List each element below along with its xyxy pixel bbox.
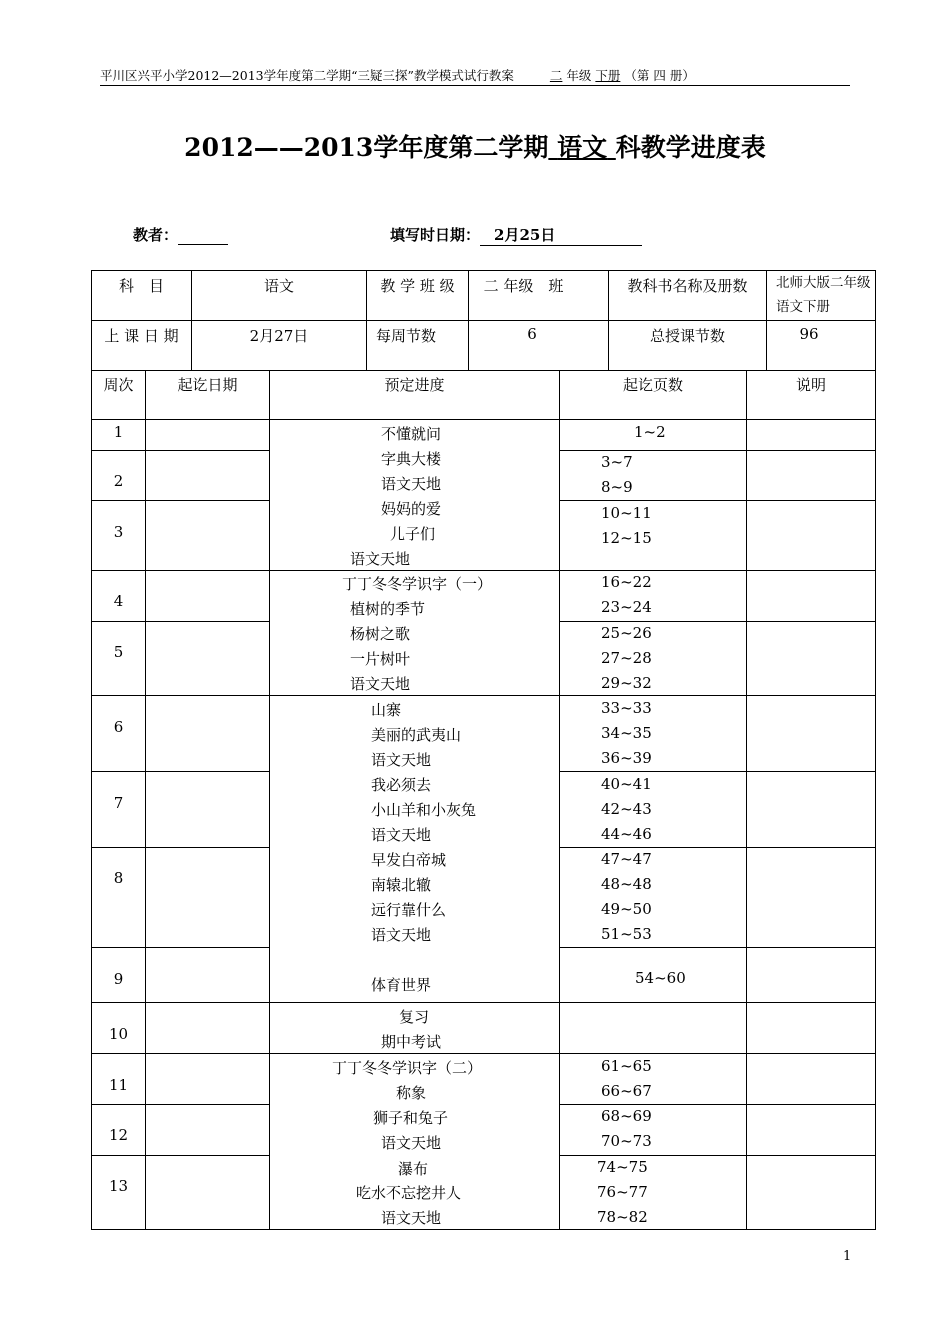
page-range: 51~53 — [601, 925, 652, 943]
column-header: 起讫日期 — [177, 376, 238, 394]
page-range: 12~15 — [601, 529, 652, 547]
page-range: 23~24 — [601, 598, 652, 616]
fill-date-blank — [480, 224, 642, 246]
class-label: 教 学 班 级 — [380, 277, 455, 295]
lesson-item: 早发白帝城 — [371, 851, 447, 869]
teacher-label: 教者： — [133, 226, 179, 244]
week-number: 13 — [108, 1177, 129, 1195]
page-range: 61~65 — [601, 1057, 652, 1075]
lesson-item: 语文天地 — [371, 826, 432, 844]
notes-cell — [746, 947, 876, 1003]
class-date-label: 上 课 日 期 — [104, 327, 179, 345]
lesson-item: 吃水不忘挖井人 — [356, 1184, 462, 1202]
lesson-item: 字典大楼 — [381, 450, 442, 468]
lesson-item: 一片树叶 — [350, 650, 411, 668]
date-cell — [145, 847, 270, 948]
lesson-item: 瀑布 — [398, 1160, 429, 1178]
date-cell — [145, 570, 270, 622]
class-value: 二 年级 班 — [483, 277, 564, 295]
page-range: 48~48 — [601, 875, 652, 893]
notes-cell — [746, 695, 876, 772]
page-range: 66~67 — [601, 1082, 652, 1100]
column-header: 说明 — [795, 376, 826, 394]
lesson-item: 不懂就问 — [381, 425, 442, 443]
header-rule — [100, 85, 850, 86]
notes-cell — [746, 1002, 876, 1054]
notes-cell — [746, 500, 876, 571]
page-range: 42~43 — [601, 800, 652, 818]
pages-cell — [559, 1104, 747, 1156]
lesson-item: 妈妈的爱 — [381, 500, 442, 518]
page-range: 36~39 — [601, 749, 652, 767]
header-book: （第 四 册） — [624, 68, 695, 83]
week-number: 10 — [108, 1025, 129, 1043]
weekly-label: 每周节数 — [376, 327, 437, 345]
page-range: 47~47 — [601, 850, 652, 868]
page-range: 40~41 — [601, 775, 652, 793]
page-range: 44~46 — [601, 825, 652, 843]
pages-cell — [559, 771, 747, 848]
week-number: 12 — [108, 1126, 129, 1144]
notes-cell — [746, 1053, 876, 1105]
column-header: 周次 — [103, 376, 134, 394]
class-date-value: 2月27日 — [249, 327, 309, 345]
page-range: 54~60 — [635, 969, 686, 987]
lesson-item: 儿子们 — [390, 525, 436, 543]
fill-date-field — [390, 224, 642, 246]
lesson-item: 南辕北辙 — [371, 876, 432, 894]
page-range: 25~26 — [601, 624, 652, 642]
subject-label: 科 目 — [118, 277, 164, 295]
header-grade-suffix: 年级 — [566, 68, 592, 83]
week-number: 11 — [108, 1076, 129, 1094]
lesson-item: 山寨 — [371, 701, 402, 719]
fill-date-label: 填写时日期： — [390, 226, 481, 244]
date-cell — [145, 1002, 270, 1054]
week-number: 3 — [113, 523, 124, 541]
title-prefix: 2012——2013学年度第二学期 — [184, 133, 549, 162]
page-title — [0, 128, 950, 164]
lesson-item: 语文天地 — [381, 1134, 442, 1152]
date-cell — [145, 771, 270, 848]
lesson-item: 语文天地 — [350, 675, 411, 693]
notes-cell — [746, 570, 876, 622]
lesson-item: 语文天地 — [350, 550, 411, 568]
notes-cell — [746, 1155, 876, 1230]
lesson-item: 我必须去 — [371, 776, 432, 794]
teacher-field — [133, 224, 228, 245]
week-number: 6 — [113, 718, 124, 736]
week-number: 4 — [113, 592, 124, 610]
column-header: 预定进度 — [384, 376, 445, 394]
teacher-blank — [178, 226, 228, 245]
week-cell — [91, 847, 146, 948]
weekly-value: 6 — [527, 325, 537, 343]
date-cell — [145, 450, 270, 501]
page-range: 10~11 — [601, 504, 652, 522]
week-number: 2 — [113, 472, 124, 490]
lesson-item: 远行靠什么 — [371, 901, 447, 919]
date-cell — [145, 500, 270, 571]
lesson-item: 小山羊和小灰兔 — [371, 801, 477, 819]
page-range: 34~35 — [601, 724, 652, 742]
lesson-item: 植树的季节 — [350, 600, 426, 618]
date-cell — [145, 947, 270, 1003]
page-range: 1~2 — [634, 423, 666, 441]
date-cell — [145, 1053, 270, 1105]
pages-cell — [559, 450, 747, 501]
notes-cell — [746, 419, 876, 451]
header-school-text: 平川区兴平小学2012—2013学年度第二学期“三疑三探”教学模式试行教案 — [100, 68, 514, 83]
textbook-label: 教科书名称及册数 — [627, 277, 748, 295]
notes-cell — [746, 621, 876, 696]
date-cell — [145, 695, 270, 772]
subject-value: 语文 — [263, 277, 294, 295]
notes-cell — [746, 847, 876, 948]
week-number: 8 — [113, 869, 124, 887]
running-header — [100, 66, 850, 84]
lesson-item: 称象 — [396, 1084, 427, 1102]
page-range: 3~7 — [601, 453, 633, 471]
page-range: 78~82 — [597, 1208, 648, 1226]
pages-cell — [559, 1155, 747, 1230]
week-number: 9 — [113, 970, 124, 988]
pages-cell — [559, 621, 747, 696]
lesson-item: 美丽的武夷山 — [371, 726, 462, 744]
lesson-item: 体育世界 — [371, 976, 432, 994]
week-number: 1 — [113, 423, 124, 441]
lesson-item: 丁丁冬冬学识字（一） — [342, 575, 493, 593]
lesson-item: 语文天地 — [371, 926, 432, 944]
date-cell — [145, 621, 270, 696]
date-cell — [145, 419, 270, 451]
pages-cell — [559, 1053, 747, 1105]
textbook-value: 北师大版二年级语文下册 — [776, 275, 871, 315]
lesson-item: 语文天地 — [371, 751, 432, 769]
week-number: 5 — [113, 643, 124, 661]
page-range: 74~75 — [597, 1158, 648, 1176]
page-range: 29~32 — [601, 674, 652, 692]
lesson-item: 狮子和兔子 — [373, 1109, 449, 1127]
total-value: 96 — [799, 325, 819, 343]
lesson-item: 期中考试 — [381, 1033, 442, 1051]
title-suffix: 科教学进度表 — [615, 133, 766, 162]
page-range: 70~73 — [601, 1132, 652, 1150]
page-range: 8~9 — [601, 478, 633, 496]
week-number: 7 — [113, 794, 124, 812]
total-label: 总授课节数 — [649, 327, 725, 345]
page-range: 68~69 — [601, 1107, 652, 1125]
page-range: 76~77 — [597, 1183, 648, 1201]
page-range: 27~28 — [601, 649, 652, 667]
page-range: 33~33 — [601, 699, 652, 717]
notes-cell — [746, 450, 876, 501]
notes-cell — [746, 1104, 876, 1156]
header-volume: 下册 — [595, 68, 621, 83]
lesson-item: 语文天地 — [381, 475, 442, 493]
header-grade: 二 — [549, 68, 563, 83]
date-cell — [145, 1155, 270, 1230]
date-cell — [145, 1104, 270, 1156]
title-subject: 语文 — [557, 133, 608, 162]
page-range: 16~22 — [601, 573, 652, 591]
lesson-item: 丁丁冬冬学识字（二） — [332, 1059, 483, 1077]
page-number: 1 — [843, 1249, 852, 1264]
fill-date-value: 2月25日 — [494, 226, 556, 244]
pages-cell — [559, 570, 747, 622]
notes-cell — [746, 771, 876, 848]
pages-cell — [559, 847, 747, 948]
page-range: 49~50 — [601, 900, 652, 918]
column-header: 起讫页数 — [622, 376, 683, 394]
pages-cell — [559, 500, 747, 571]
pages-cell — [559, 1002, 747, 1054]
lesson-item: 杨树之歌 — [350, 625, 411, 643]
lesson-item: 语文天地 — [381, 1209, 442, 1227]
lesson-item: 复习 — [399, 1008, 430, 1026]
pages-cell — [559, 695, 747, 772]
